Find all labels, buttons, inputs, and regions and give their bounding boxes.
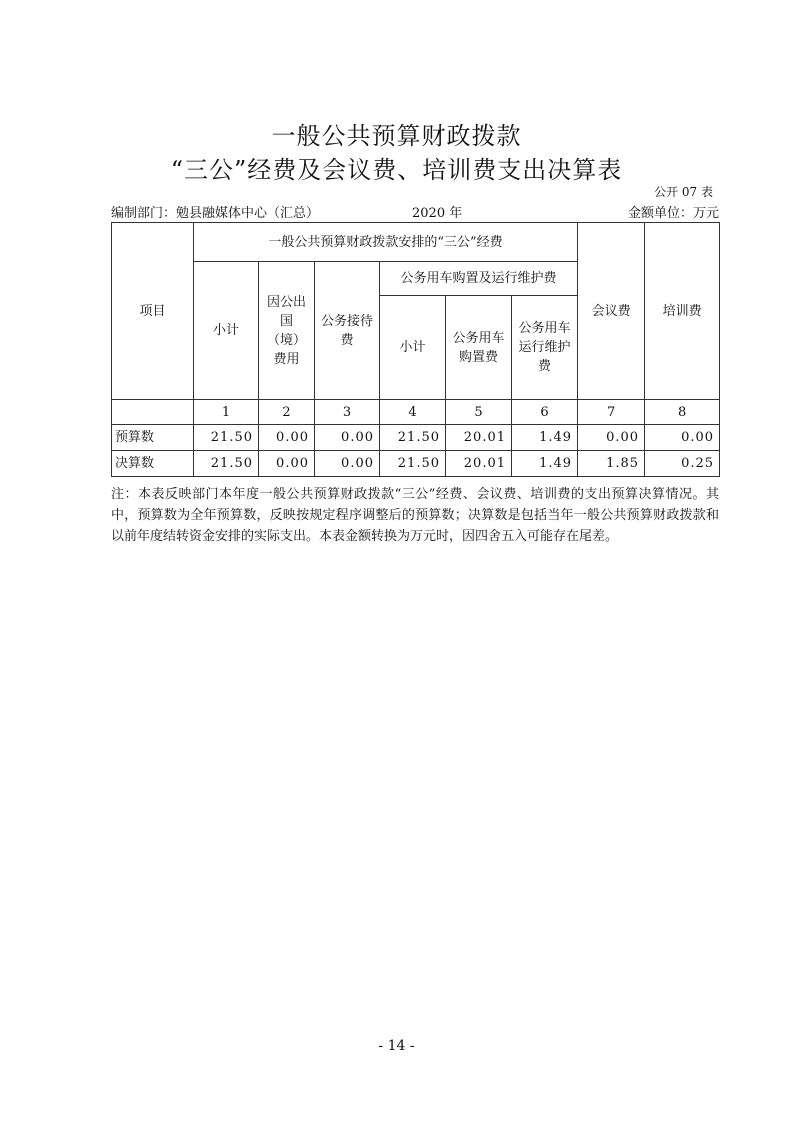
row-label: 预算数: [112, 425, 194, 451]
header-vehicle-maintenance-text: 公务用车运行维护费: [518, 321, 571, 374]
header-item: 项目: [112, 223, 194, 400]
header-abroad-fee: [259, 262, 315, 400]
col-number: 8: [645, 400, 720, 425]
header-vehicle-maintenance: [512, 296, 578, 400]
col-number: 2: [259, 400, 315, 425]
header-vehicle-purchase: [446, 296, 512, 400]
col-number-blank: [112, 400, 194, 425]
table-row-actual: [112, 451, 720, 477]
header-vehicle-group: 公务用车购置及运行维护费: [380, 262, 578, 296]
table-cell: 0.00: [259, 451, 315, 477]
table-cell: 21.50: [194, 451, 259, 477]
col-number: 5: [446, 400, 512, 425]
amount-unit: 金额单位：万元: [627, 206, 719, 221]
col-number: 1: [194, 400, 259, 425]
header-vehicle-purchase-text: 公务用车购置费: [452, 330, 505, 365]
table-cell: 0.00: [578, 425, 645, 451]
col-number: 6: [512, 400, 578, 425]
header-reception-fee-text: 公务接待费: [321, 313, 374, 348]
title-line-2: “三公”经费及会议费、培训费支出决算表: [170, 156, 623, 184]
meta-row: [111, 202, 719, 220]
expenditure-table: [111, 222, 720, 477]
header-vehicle-subtotal: 小计: [380, 296, 446, 400]
table-cell: 21.50: [194, 425, 259, 451]
table-row-budget: [112, 425, 720, 451]
title-line-1: 一般公共预算财政拨款: [271, 122, 522, 150]
header-meeting-fee: 会议费: [578, 223, 645, 400]
table-cell: 1.49: [512, 425, 578, 451]
header-subtotal: 小计: [194, 262, 259, 400]
table-cell: 20.01: [446, 451, 512, 477]
table-cell: 0.00: [645, 425, 720, 451]
col-number: 7: [578, 400, 645, 425]
table-cell: 1.49: [512, 451, 578, 477]
table-cell: 1.85: [578, 451, 645, 477]
col-number: 4: [380, 400, 446, 425]
form-number: 公开 07 表: [654, 185, 713, 199]
report-year: 2020 年: [412, 206, 463, 221]
table-cell: 0.00: [259, 425, 315, 451]
header-training-fee: 培训费: [645, 223, 720, 400]
col-number: 3: [315, 400, 380, 425]
page-number: - 14 -: [378, 1038, 415, 1054]
header-abroad-fee-text: 因公出国（境）费用: [267, 294, 307, 367]
table-cell: 21.50: [380, 425, 446, 451]
header-three-public-group: 一般公共预算财政拨款安排的“三公”经费: [194, 223, 578, 262]
table-cell: 0.00: [315, 425, 380, 451]
compiling-department: 编制部门：勉县融媒体中心（汇总）: [111, 206, 320, 221]
table-cell: 21.50: [380, 451, 446, 477]
table-cell: 0.25: [645, 451, 720, 477]
row-label: 决算数: [112, 451, 194, 477]
table-cell: 0.00: [315, 451, 380, 477]
table-note: 注：本表反映部门本年度一般公共预算财政拨款“三公”经费、会议费、培训费的支出预算决算情况。其中，预算数为全年预算数，反映按规定程序调整后的预算数；决算数是包括当年一般公共预算财政拨款和以前年度结转资金安排的实际支出。本表金额转换为万元时，因四舍五入可能存在尾差。: [111, 487, 719, 544]
header-reception-fee: [315, 262, 380, 400]
table-cell: 20.01: [446, 425, 512, 451]
